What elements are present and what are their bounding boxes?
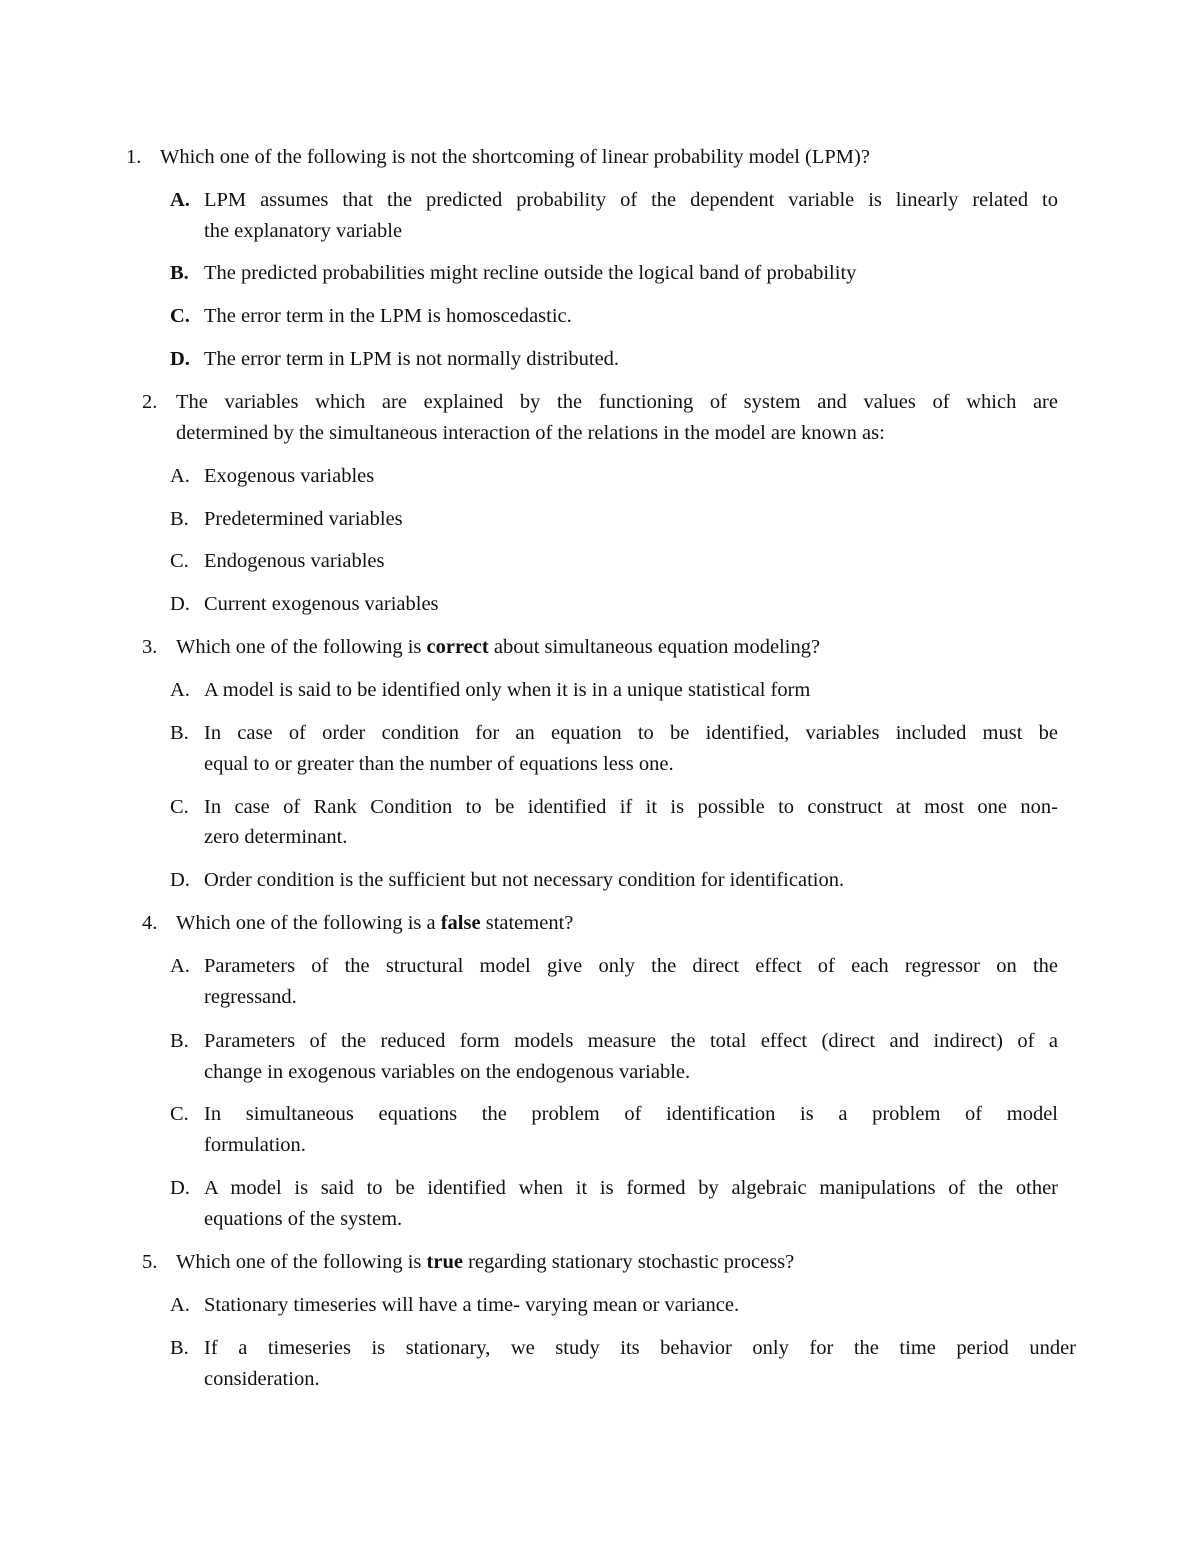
q1-option-a-letter: A. — [170, 189, 190, 211]
question-3-stem-post: about simultaneous equation modeling? — [488, 636, 821, 658]
q1-option-c-letter: C. — [170, 305, 190, 327]
q3-option-a-text: A model is said to be identified only when it is in a unique statistical form — [204, 679, 811, 701]
question-5-stem — [176, 1250, 794, 1274]
q1-option-a-line-2: the explanatory variable — [204, 220, 403, 242]
q3-option-a-letter: A. — [170, 679, 190, 701]
q4-option-c-line-2: formulation. — [204, 1134, 306, 1156]
question-2-number: 2. — [142, 391, 158, 413]
q2-option-d-text: Current exogenous variables — [204, 593, 439, 615]
q5-option-b-line-2: consideration. — [204, 1368, 320, 1390]
question-5-stem-pre: Which one of the following is — [176, 1251, 427, 1273]
question-5-number: 5. — [142, 1251, 158, 1273]
q3-option-b-line-2: equal to or greater than the number of equations less one. — [204, 753, 674, 775]
question-5-stem-post: regarding stationary stochastic process? — [462, 1251, 795, 1273]
question-4-number: 4. — [142, 912, 158, 934]
q4-option-c-line-1: In simultaneous equations the problem of identification is a problem of model — [204, 1103, 1058, 1125]
question-2-stem-line-1: The variables which are explained by the functioning of system and values of which are — [176, 391, 1058, 413]
q1-option-b-text: The predicted probabilities might recline outside the logical band of probability — [204, 262, 857, 284]
q4-option-c-letter: C. — [170, 1103, 189, 1125]
question-1-stem: Which one of the following is not the shortcoming of linear probability model (LPM)? — [160, 146, 870, 168]
question-3-stem-pre: Which one of the following is — [176, 636, 427, 658]
question-4-stem-post: statement? — [480, 912, 574, 934]
q4-option-b-line-1: Parameters of the reduced form models measure the total effect (direct and indirect) of a — [204, 1030, 1058, 1052]
q4-option-d-line-2: equations of the system. — [204, 1208, 403, 1230]
question-4-stem-emphasis: false — [440, 912, 481, 934]
q2-option-a-text: Exogenous variables — [204, 465, 375, 487]
q2-option-b-letter: B. — [170, 508, 189, 530]
q4-option-b-letter: B. — [170, 1030, 189, 1052]
q1-option-c-text: The error term in the LPM is homoscedastic. — [204, 305, 572, 327]
question-1-number: 1. — [126, 146, 142, 168]
q1-option-b-letter: B. — [170, 262, 189, 284]
q5-option-b-letter: B. — [170, 1337, 189, 1359]
q2-option-a-letter: A. — [170, 465, 190, 487]
q1-option-d-letter: D. — [170, 348, 190, 370]
q5-option-a-letter: A. — [170, 1294, 190, 1316]
q2-option-d-letter: D. — [170, 593, 190, 615]
question-4-stem-pre: Which one of the following is a — [176, 912, 441, 934]
q1-option-d-text: The error term in LPM is not normally distributed. — [204, 348, 620, 370]
q4-option-d-letter: D. — [170, 1177, 190, 1199]
q2-option-c-letter: C. — [170, 550, 189, 572]
q3-option-b-line-1: In case of order condition for an equation to be identified, variables included must be — [204, 722, 1058, 744]
q3-option-d-letter: D. — [170, 869, 190, 891]
question-2-stem-line-2: determined by the simultaneous interaction of the relations in the model are known as: — [176, 422, 885, 444]
q5-option-b-line-1: If a timeseries is stationary, we study its behavior only for the time period under — [204, 1337, 1076, 1359]
q4-option-a-letter: A. — [170, 955, 190, 977]
q3-option-c-line-2: zero determinant. — [204, 826, 348, 848]
q1-option-a-line-1: LPM assumes that the predicted probability of the dependent variable is linearly related to — [204, 189, 1058, 211]
q2-option-b-text: Predetermined variables — [204, 508, 403, 530]
q3-option-d-text: Order condition is the sufficient but not necessary condition for identification. — [204, 869, 845, 891]
question-3-number: 3. — [142, 636, 158, 658]
q2-option-c-text: Endogenous variables — [204, 550, 385, 572]
q3-option-c-line-1: In case of Rank Condition to be identified if it is possible to construct at most one non- — [204, 796, 1058, 818]
q5-option-a-text: Stationary timeseries will have a time- varying mean or variance. — [204, 1294, 740, 1316]
q4-option-b-line-2: change in exogenous variables on the endogenous variable. — [204, 1061, 691, 1083]
question-4-stem — [176, 911, 573, 935]
q3-option-b-letter: B. — [170, 722, 189, 744]
q4-option-d-line-1: A model is said to be identified when it is formed by algebraic manipulations of the other — [204, 1177, 1058, 1199]
question-5-stem-emphasis: true — [426, 1251, 463, 1273]
q3-option-c-letter: C. — [170, 796, 189, 818]
question-3-stem — [176, 635, 820, 659]
q4-option-a-line-1: Parameters of the structural model give only the direct effect of each regressor on the — [204, 955, 1058, 977]
q4-option-a-line-2: regressand. — [204, 986, 297, 1008]
question-3-stem-emphasis: correct — [426, 636, 489, 658]
